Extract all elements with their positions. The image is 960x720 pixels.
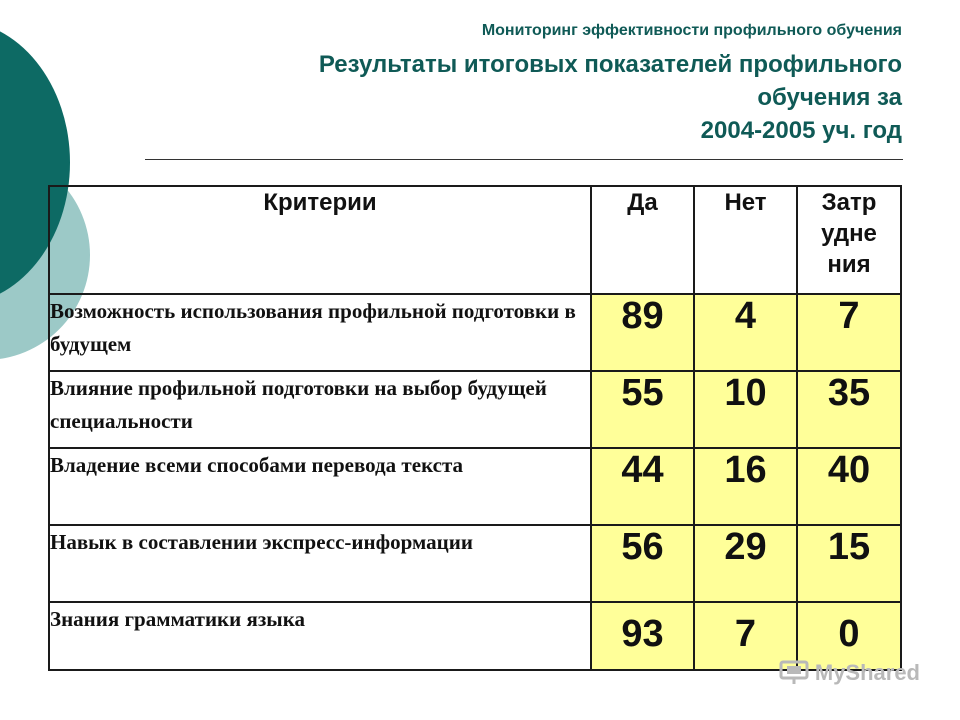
table-row — [49, 448, 901, 525]
no-value: 10 — [694, 371, 797, 448]
yes-value: 55 — [591, 371, 694, 448]
column-header-no: Нет — [694, 186, 797, 294]
no-value: 29 — [694, 525, 797, 602]
slide-subtitle: Мониторинг эффективности профильного обучения — [481, 22, 902, 39]
yes-value: 89 — [591, 294, 694, 371]
results-table — [48, 185, 902, 671]
criterion-cell: Влияние профильной подготовки на выбор будущей специальности — [49, 371, 591, 448]
difficult-value: 40 — [797, 448, 901, 525]
criterion-cell: Возможность использования профильной подготовки в будущем — [49, 294, 591, 371]
title-line-1: Результаты итоговых показателей профильного — [318, 51, 902, 78]
presentation-icon — [779, 660, 809, 686]
table-row — [49, 525, 901, 602]
difficult-value: 35 — [797, 371, 901, 448]
table-header-row — [49, 186, 901, 294]
slide-title — [182, 48, 902, 147]
yes-value: 93 — [591, 602, 694, 670]
yes-value: 56 — [591, 525, 694, 602]
title-line-2: обучения за — [757, 84, 902, 111]
criterion-cell: Знания грамматики языка — [49, 602, 591, 670]
difficult-value: 7 — [797, 294, 901, 371]
difficult-value: 15 — [797, 525, 901, 602]
slide-header — [182, 22, 902, 147]
column-header-difficult: Затр удне ния — [797, 186, 901, 294]
title-line-3: 2004-2005 уч. год — [700, 117, 902, 144]
table-row — [49, 371, 901, 448]
criterion-cell: Владение всеми способами перевода текста — [49, 448, 591, 525]
no-value: 16 — [694, 448, 797, 525]
column-header-criteria: Критерии — [49, 186, 591, 294]
no-value: 4 — [694, 294, 797, 371]
column-header-yes: Да — [591, 186, 694, 294]
no-value: 7 — [694, 602, 797, 670]
title-divider — [145, 159, 903, 160]
difficult-value: 0 — [797, 602, 901, 670]
table-row — [49, 602, 901, 670]
yes-value: 44 — [591, 448, 694, 525]
watermark-text: MyShared — [814, 660, 920, 685]
table-row — [49, 294, 901, 371]
watermark — [779, 660, 920, 686]
criterion-cell: Навык в составлении экспресс-информации — [49, 525, 591, 602]
